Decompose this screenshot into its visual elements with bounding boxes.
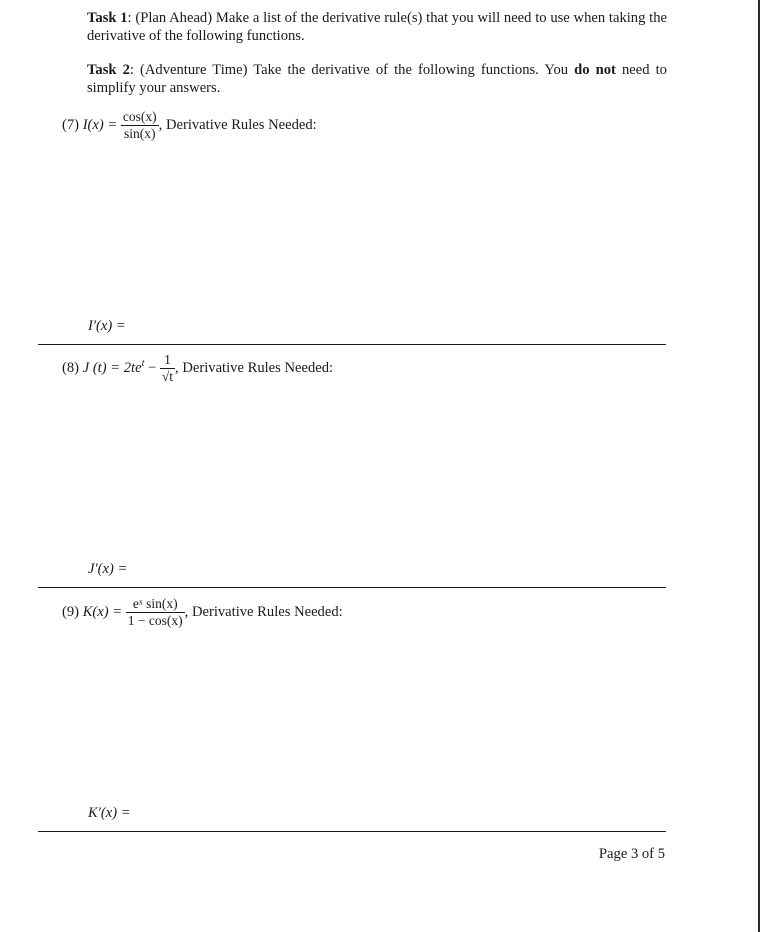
function-lhs: K(x) =: [82, 603, 123, 620]
task-1-label: Task 1: [87, 10, 128, 26]
problem-number: (9): [62, 603, 80, 620]
task-2-text-b: need to simplify your answers.: [87, 62, 667, 96]
function-lhs: J (t) = 2te: [82, 359, 142, 376]
answer-9-label: K′(x) =: [88, 805, 131, 821]
fraction-numerator: eˣ sin(x): [126, 596, 185, 613]
function-lhs: I(x) =: [82, 116, 118, 133]
problem-7: [62, 109, 317, 142]
fraction-numerator: cos(x): [122, 109, 157, 124]
fraction: [160, 352, 175, 385]
fraction-denominator: sin(x): [124, 126, 156, 141]
fraction: [121, 109, 159, 142]
rules-needed-label: , Derivative Rules Needed:: [175, 359, 334, 376]
fraction-numerator: 1: [160, 352, 175, 369]
answer-8-label: J′(x) =: [88, 561, 128, 577]
task-2-label: Task 2: [87, 62, 130, 78]
page-right-edge: [758, 0, 760, 932]
divider-9: [38, 831, 666, 832]
task-2-text-a: : (Adventure Time) Take the derivative of the following functions. You: [129, 62, 575, 78]
task-2-bold: do not: [574, 62, 616, 78]
answer-7-label: I′(x) =: [88, 318, 126, 334]
minus-sign: −: [144, 359, 160, 376]
task-2-paragraph: [87, 61, 667, 97]
divider-8: [38, 587, 666, 588]
rules-needed-label: , Derivative Rules Needed:: [184, 603, 343, 620]
fraction-denominator: 1 − cos(x): [127, 613, 183, 628]
problem-number: (7): [62, 116, 80, 133]
problem-number: (8): [62, 359, 80, 376]
problem-8: [62, 352, 333, 385]
task-1-paragraph: [87, 9, 667, 45]
divider-7: [38, 344, 666, 345]
fraction: [126, 596, 185, 629]
rules-needed-label: , Derivative Rules Needed:: [158, 116, 317, 133]
task-1-text: : (Plan Ahead) Make a list of the derivative rule(s) that you will need to use when taking the derivative of the following functions.: [87, 10, 667, 44]
exponent: t: [141, 357, 145, 369]
page-number: Page 3 of 5: [598, 846, 665, 862]
fraction-denominator: √t: [161, 369, 174, 384]
problem-9: [62, 596, 343, 629]
